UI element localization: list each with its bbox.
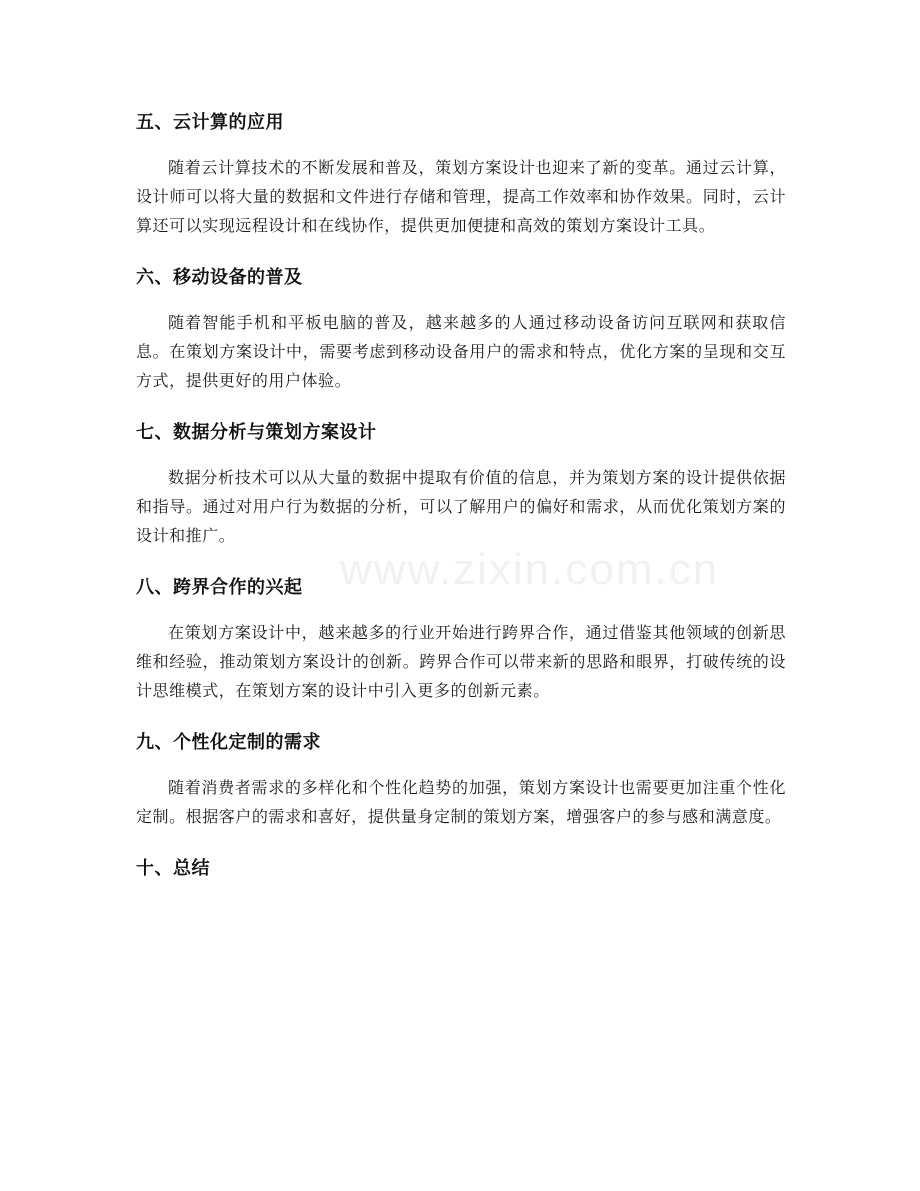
watermark: www.zixin.com.cn [340, 545, 720, 594]
section-9 [136, 724, 786, 831]
section-heading: 六、移动设备的普及 [136, 267, 303, 288]
section-5 [136, 104, 786, 240]
section-paragraph: 随着消费者需求的多样化和个性化趋势的加强，策划方案设计也需要更加注重个性化定制。根据客户的需求和喜好，提供量身定制的策划方案，增强客户的参与感和满意度。 [136, 778, 786, 826]
section-paragraph: 随着智能手机和平板电脑的普及，越来越多的人通过移动设备访问互联网和获取信息。在策划方案设计中，需要考虑到移动设备用户的需求和特点，优化方案的呈现和交互方式，提供更好的用户体验。 [136, 313, 786, 390]
section-10 [136, 850, 786, 888]
section-heading: 八、跨界合作的兴起 [136, 577, 303, 598]
section-7 [136, 414, 786, 550]
section-heading: 五、云计算的应用 [136, 112, 284, 133]
section-heading: 九、个性化定制的需求 [136, 732, 321, 753]
section-8 [136, 569, 786, 705]
document-body [136, 104, 786, 899]
section-heading: 十、总结 [136, 858, 210, 879]
section-paragraph: 数据分析技术可以从大量的数据中提取有价值的信息，并为策划方案的设计提供依据和指导。通过对用户行为数据的分析，可以了解用户的偏好和需求，从而优化策划方案的设计和推广。 [136, 468, 786, 545]
section-6 [136, 259, 786, 395]
section-paragraph: 随着云计算技术的不断发展和普及，策划方案设计也迎来了新的变革。通过云计算，设计师可以将大量的数据和文件进行存储和管理，提高工作效率和协作效果。同时，云计算还可以实现远程设计和在线协作，提供更加便捷和高效的策划方案设计工具。 [136, 158, 786, 235]
section-paragraph: 在策划方案设计中，越来越多的行业开始进行跨界合作，通过借鉴其他领域的创新思维和经验，推动策划方案设计的创新。跨界合作可以带来新的思路和眼界，打破传统的设计思维模式，在策划方案的设计中引入更多的创新元素。 [136, 623, 786, 700]
section-heading: 七、数据分析与策划方案设计 [136, 422, 377, 443]
